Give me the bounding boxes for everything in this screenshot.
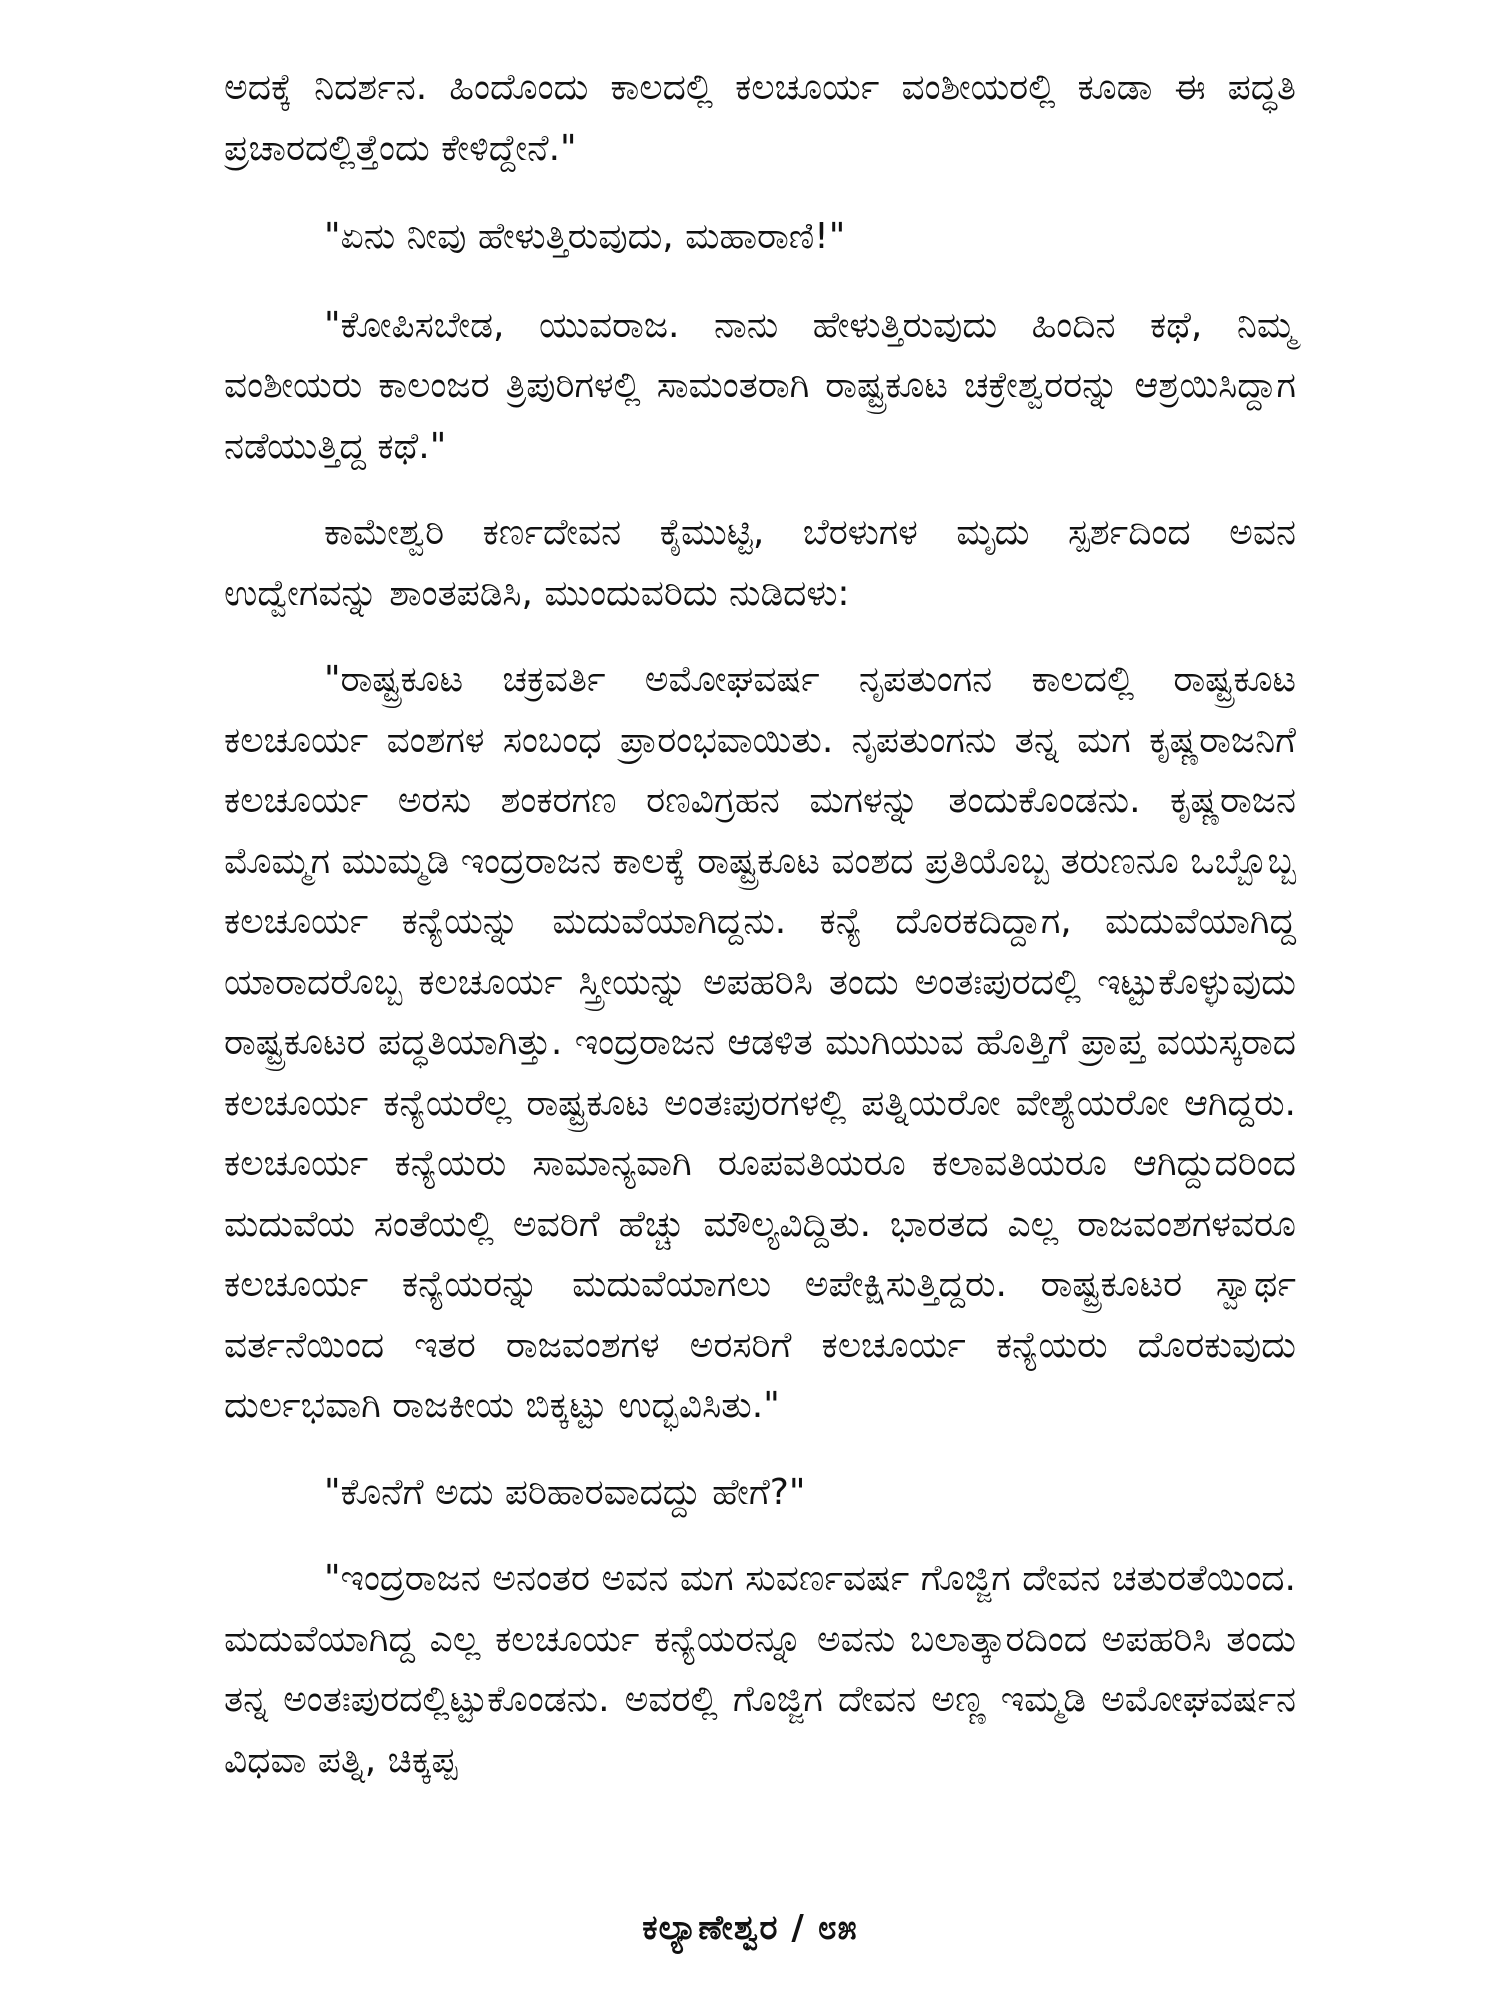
page-body [224,58,1296,1791]
paragraph-7: "ಇಂದ್ರರಾಜನ ಅನಂತರ ಅವನ ಮಗ ಸುವರ್ಣವರ್ಷ ಗೊಜ್ಜಿಗ ದೇವನ ಚತುರತೆಯಿಂದ. ಮದುವೆಯಾಗಿದ್ದ ಎಲ್ಲ ಕಲಚೂರ್ಯ ಕನ್ಯೆಯರನ್ನೂ ಅವನು ಬಲಾತ್ಕಾರದಿಂದ ಅಪಹರಿಸಿ ತಂದು ತನ್ನ ಅಂತಃಪುರದಲ್ಲಿಟ್ಟುಕೊಂಡನು. ಅವರಲ್ಲಿ ಗೊಜ್ಜಿಗ ದೇವನ ಅಣ್ಣ ಇಮ್ಮಡಿ ಅಮೋಘವರ್ಷನ ವಿಧವಾ ಪತ್ನಿ, ಚಿಕ್ಕಪ್ಪ [224,1558,1296,1781]
paragraph-1: ಅದಕ್ಕೆ ನಿದರ್ಶನ. ಹಿಂದೊಂದು ಕಾಲದಲ್ಲಿ ಕಲಚೂರ್ಯ ವಂಶೀಯರಲ್ಲಿ ಕೂಡಾ ಈ ಪದ್ಧತಿ ಪ್ರಚಾರದಲ್ಲಿತ್ತೆಂದು ಕೇಳಿದ್ದೇನೆ." [224,67,1296,169]
paragraph-6: "ಕೊನೆಗೆ ಅದು ಪರಿಹಾರವಾದದ್ದು ಹೇಗೆ?" [324,1471,806,1513]
paragraph-4: ಕಾಮೇಶ್ವರಿ ಕರ್ಣದೇವನ ಕೈಮುಟ್ಟಿ, ಬೆರಳುಗಳ ಮೃದು ಸ್ಪರ್ಶದಿಂದ ಅವನ ಉದ್ವೇಗವನ್ನು ಶಾಂತಪಡಿಸಿ, ಮುಂದುವರಿದು ನುಡಿದಳು: [224,512,1296,614]
paragraph-5: "ರಾಷ್ಟ್ರಕೂಟ ಚಕ್ರವರ್ತಿ ಅಮೋಘವರ್ಷ ನೃಪತುಂಗನ ಕಾಲದಲ್ಲಿ ರಾಷ್ಟ್ರಕೂಟ ಕಲಚೂರ್ಯ ವಂಶಗಳ ಸಂಬಂಧ ಪ್ರಾರಂಭವಾಯಿತು. ನೃಪತುಂಗನು ತನ್ನ ಮಗ ಕೃಷ್ಣರಾಜನಿಗೆ ಕಲಚೂರ್ಯ ಅರಸು ಶಂಕರಗಣ ರಣವಿಗ್ರಹನ ಮಗಳನ್ನು ತಂದುಕೊಂಡನು. ಕೃಷ್ಣರಾಜನ ಮೊಮ್ಮಗ ಮುಮ್ಮಡಿ ಇಂದ್ರರಾಜನ ಕಾಲಕ್ಕೆ ರಾಷ್ಟ್ರಕೂಟ ವಂಶದ ಪ್ರತಿಯೊಬ್ಬ ತರುಣನೂ ಒಬ್ಬೊಬ್ಬ ಕಲಚೂರ್ಯ ಕನ್ಯೆಯನ್ನು ಮದುವೆಯಾಗಿದ್ದನು. ಕನ್ಯೆ ದೊರಕದಿದ್ದಾಗ, ಮದುವೆಯಾಗಿದ್ದ ಯಾರಾದರೊಬ್ಬ ಕಲಚೂರ್ಯ ಸ್ತ್ರೀಯನ್ನು ಅಪಹರಿಸಿ ತಂದು ಅಂತಃಪುರದಲ್ಲಿ ಇಟ್ಟುಕೊಳ್ಳುವುದು ರಾಷ್ಟ್ರಕೂಟರ ಪದ್ಧತಿಯಾಗಿತ್ತು. ಇಂದ್ರರಾಜನ ಆಡಳಿತ ಮುಗಿಯುವ ಹೊತ್ತಿಗೆ ಪ್ರಾಪ್ತ ವಯಸ್ಕರಾದ ಕಲಚೂರ್ಯ ಕನ್ಯೆಯರೆಲ್ಲ ರಾಷ್ಟ್ರಕೂಟ ಅಂತಃಪುರಗಳಲ್ಲಿ ಪತ್ನಿಯರೋ ವೇಶ್ಯೆಯರೋ ಆಗಿದ್ದರು. ಕಲಚೂರ್ಯ ಕನ್ಯೆಯರು ಸಾಮಾನ್ಯವಾಗಿ ರೂಪವತಿಯರೂ ಕಲಾವತಿಯರೂ ಆಗಿದ್ದುದರಿಂದ ಮದುವೆಯ ಸಂತೆಯಲ್ಲಿ ಅವರಿಗೆ ಹೆಚ್ಚು ಮೌಲ್ಯವಿದ್ದಿತು. ಭಾರತದ ಎಲ್ಲ ರಾಜವಂಶಗಳವರೂ ಕಲಚೂರ್ಯ ಕನ್ಯೆಯರನ್ನು ಮದುವೆಯಾಗಲು ಅಪೇಕ್ಷಿಸುತ್ತಿದ್ದರು. ರಾಷ್ಟ್ರಕೂಟರ ಸ್ವಾರ್ಥ ವರ್ತನೆಯಿಂದ ಇತರ ರಾಜವಂಶಗಳ ಅರಸರಿಗೆ ಕಲಚೂರ್ಯ ಕನ್ಯೆಯರು ದೊರಕುವುದು ದುರ್ಲಭವಾಗಿ ರಾಜಕೀಯ ಬಿಕ್ಕಟ್ಟು ಉದ್ಭವಿಸಿತು." [224,659,1296,1426]
page-footer: ಕಲ್ಯಾಣೇಶ್ವರ / ೮೫ [642,1908,858,1948]
paragraph-3: "ಕೋಪಿಸಬೇಡ, ಯುವರಾಜ. ನಾನು ಹೇಳುತ್ತಿರುವುದು ಹಿಂದಿನ ಕಥೆ, ನಿಮ್ಮ ವಂಶೀಯರು ಕಾಲಂಜರ ತ್ರಿಪುರಿಗಳಲ್ಲಿ ಸಾಮಂತರಾಗಿ ರಾಷ್ಟ್ರಕೂಟ ಚಕ್ರೇಶ್ವರರನ್ನು ಆಶ್ರಯಿಸಿದ್ದಾಗ ನಡೆಯುತ್ತಿದ್ದ ಕಥೆ." [224,304,1296,467]
paragraph-2: "ಏನು ನೀವು ಹೇಳುತ್ತಿರುವುದು, ಮಹಾರಾಣಿ!" [324,216,846,257]
